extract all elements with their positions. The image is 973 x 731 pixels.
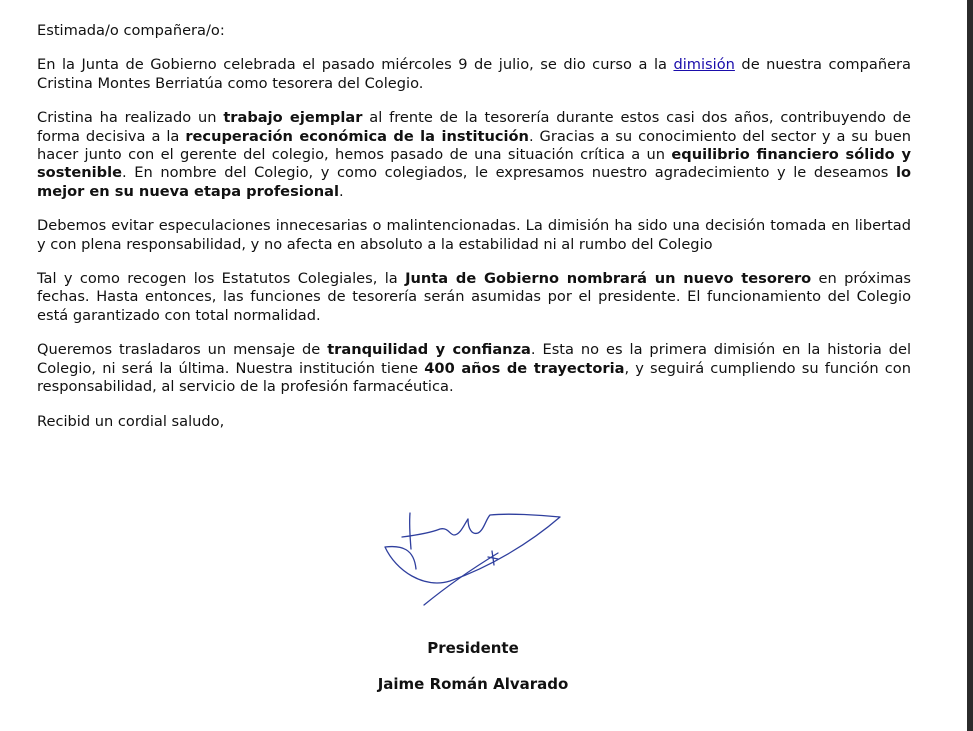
bold-phrase: trabajo ejemplar xyxy=(223,109,363,127)
text-segment: . En nombre del Colegio, y como colegiados, le expresamos nuestro agradecimiento y le deseamos xyxy=(122,164,896,182)
paragraph-statutes xyxy=(37,270,911,325)
signature-stroke xyxy=(410,513,411,549)
paragraph-speculation: Debemos evitar especulaciones innecesarias o malintencionadas. La dimisión ha sido una decisión tomada en libertad y con plena responsabilidad, y no afecta en absoluto a la estabilidad ni al rumbo del Colegio xyxy=(37,217,911,253)
closing: Recibid un cordial saludo, xyxy=(37,412,225,430)
text-segment: Tal y como recogen los Estatutos Colegiales, la xyxy=(37,270,406,288)
text-segment: de nuestra compañera Cristina Montes Berriatúa como tesorera del Colegio. xyxy=(37,56,911,92)
letter-body xyxy=(37,22,911,447)
text-segment: al frente de la tesorería durante estos casi dos años, contribuyendo de forma decisiva a la xyxy=(37,109,911,145)
paragraph-resignation xyxy=(37,56,911,93)
paragraph-acknowledgement xyxy=(37,109,911,201)
dimision-link[interactable]: dimisión xyxy=(673,56,735,74)
text-segment: . Esta no es la primera dimisión en la historia del Colegio, ni será la última. Nuestra institución tiene xyxy=(37,341,912,377)
text-segment: . Gracias a su conocimiento del sector y a su buen hacer junto con el gerente del colegio, hemos pasado de una situación crítica a un xyxy=(37,127,911,164)
bold-phrase: tranquilidad y confianza xyxy=(327,341,531,359)
text-segment: en próximas fechas. Hasta entonces, las funciones de tesorería serán asumidas por el presidente. El funcionamiento del Colegio está garantizado con total normalidad. xyxy=(37,270,911,324)
window-edge xyxy=(967,0,973,731)
bold-phrase: equilibrio financiero sólido y sostenible xyxy=(37,146,912,182)
bold-phrase: 400 años de trayectoria xyxy=(424,359,625,377)
greeting: Estimada/o compañera/o: xyxy=(37,22,225,39)
text-segment: . xyxy=(339,182,344,200)
text-segment: , y seguirá cumpliendo su función con responsabilidad, al servicio de la profesión farmacéutica. xyxy=(37,359,911,396)
bold-phrase: recuperación económica de la institución xyxy=(185,127,529,145)
signatory-role: Presidente xyxy=(427,639,519,657)
signature-stroke xyxy=(402,519,468,537)
signatory-name: Jaime Román Alvarado xyxy=(377,675,569,693)
text-segment: Cristina ha realizado un xyxy=(37,109,224,127)
handwritten-signature xyxy=(380,505,570,610)
bold-phrase: lo mejor en su nueva etapa profesional xyxy=(37,164,911,200)
bold-phrase: Junta de Gobierno nombrará un nuevo tesorero xyxy=(405,270,812,288)
paragraph-message xyxy=(37,341,911,396)
signature-stroke xyxy=(424,553,498,605)
text-segment: En la Junta de Gobierno celebrada el pasado miércoles 9 de julio, se dio curso a la xyxy=(37,56,674,74)
text-segment: Queremos trasladaros un mensaje de xyxy=(37,341,328,359)
